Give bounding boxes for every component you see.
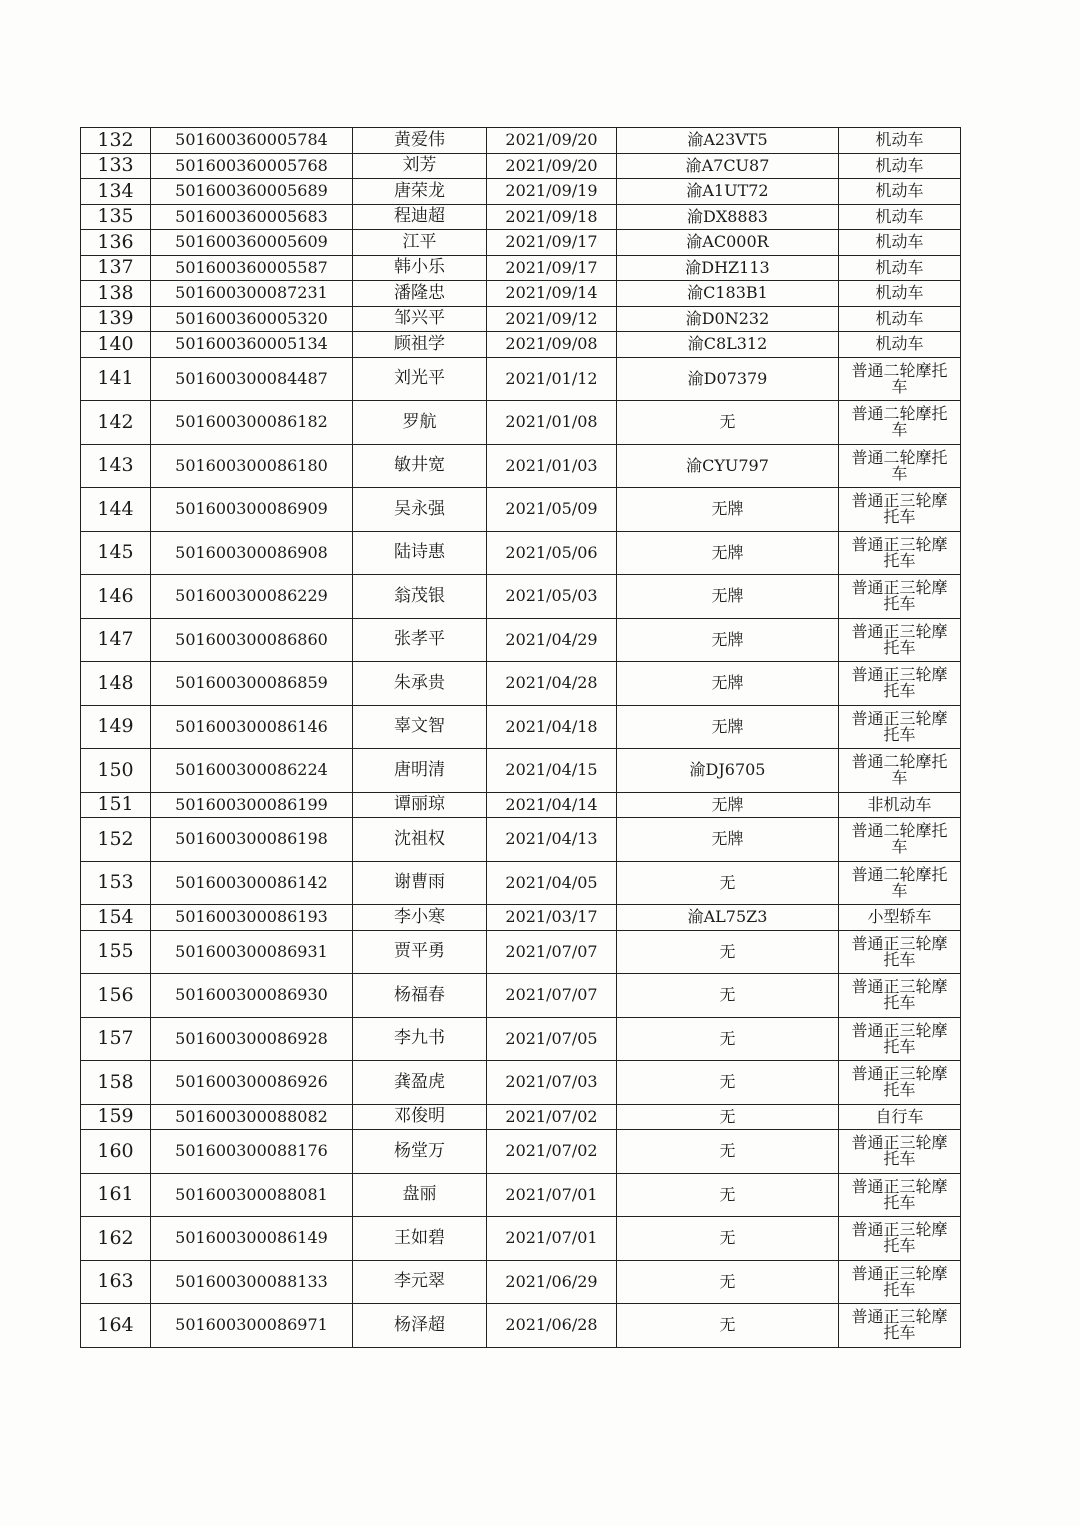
- table-row: [81, 1173, 961, 1217]
- row-number-cell: 139: [81, 306, 151, 332]
- vehicle-type-cell: 机动车: [839, 255, 961, 281]
- vehicle-type-cell: 自行车: [839, 1104, 961, 1130]
- record-date-cell: 2021/09/20: [487, 128, 617, 154]
- plate-number-cell: 渝A23VT5: [617, 128, 839, 154]
- row-number-cell: 136: [81, 230, 151, 256]
- record-code-cell: 501600300088081: [151, 1173, 353, 1217]
- plate-number-cell: 无牌: [617, 531, 839, 575]
- table-row: [81, 204, 961, 230]
- record-date-cell: 2021/07/01: [487, 1217, 617, 1261]
- record-date-cell: 2021/09/12: [487, 306, 617, 332]
- plate-number-cell: 渝AL75Z3: [617, 905, 839, 931]
- person-name-cell: 朱承贵: [353, 662, 487, 706]
- plate-number-cell: 无: [617, 401, 839, 445]
- person-name-cell: 邓俊明: [353, 1104, 487, 1130]
- record-code-cell: 501600300087231: [151, 281, 353, 307]
- row-number-cell: 163: [81, 1260, 151, 1304]
- plate-number-cell: 渝DJ6705: [617, 749, 839, 793]
- row-number-cell: 142: [81, 401, 151, 445]
- vehicle-type-cell: 普通二轮摩托车: [839, 357, 961, 401]
- record-code-cell: 501600300086928: [151, 1017, 353, 1061]
- plate-number-cell: 无: [617, 1130, 839, 1174]
- record-date-cell: 2021/06/29: [487, 1260, 617, 1304]
- person-name-cell: 辜文智: [353, 705, 487, 749]
- record-code-cell: 501600300086860: [151, 618, 353, 662]
- record-code-cell: 501600360005683: [151, 204, 353, 230]
- row-number-cell: 132: [81, 128, 151, 154]
- table-row: [81, 1017, 961, 1061]
- record-code-cell: 501600360005587: [151, 255, 353, 281]
- row-number-cell: 156: [81, 974, 151, 1018]
- row-number-cell: 145: [81, 531, 151, 575]
- record-code-cell: 501600300084487: [151, 357, 353, 401]
- record-code-cell: 501600360005609: [151, 230, 353, 256]
- row-number-cell: 155: [81, 930, 151, 974]
- vehicle-type-cell: 机动车: [839, 179, 961, 205]
- table-row: [81, 306, 961, 332]
- plate-number-cell: 无牌: [617, 575, 839, 619]
- record-date-cell: 2021/03/17: [487, 905, 617, 931]
- person-name-cell: 顾祖学: [353, 332, 487, 358]
- plate-number-cell: 渝AC000R: [617, 230, 839, 256]
- record-code-cell: 501600300088082: [151, 1104, 353, 1130]
- record-date-cell: 2021/05/03: [487, 575, 617, 619]
- person-name-cell: 杨泽超: [353, 1304, 487, 1348]
- row-number-cell: 144: [81, 488, 151, 532]
- record-code-cell: 501600360005320: [151, 306, 353, 332]
- table-row: [81, 332, 961, 358]
- plate-number-cell: 无: [617, 1304, 839, 1348]
- person-name-cell: 唐荣龙: [353, 179, 487, 205]
- record-date-cell: 2021/06/28: [487, 1304, 617, 1348]
- table-row: [81, 705, 961, 749]
- person-name-cell: 邹兴平: [353, 306, 487, 332]
- row-number-cell: 161: [81, 1173, 151, 1217]
- plate-number-cell: 无牌: [617, 488, 839, 532]
- row-number-cell: 153: [81, 861, 151, 905]
- person-name-cell: 李九书: [353, 1017, 487, 1061]
- record-code-cell: 501600300086142: [151, 861, 353, 905]
- person-name-cell: 贾平勇: [353, 930, 487, 974]
- vehicle-type-cell: 普通正三轮摩托车: [839, 1304, 961, 1348]
- vehicle-type-cell: 普通正三轮摩托车: [839, 1130, 961, 1174]
- vehicle-type-cell: 普通正三轮摩托车: [839, 974, 961, 1018]
- record-code-cell: 501600300086926: [151, 1061, 353, 1105]
- person-name-cell: 程迪超: [353, 204, 487, 230]
- record-date-cell: 2021/07/03: [487, 1061, 617, 1105]
- vehicle-type-cell: 普通二轮摩托车: [839, 401, 961, 445]
- row-number-cell: 154: [81, 905, 151, 931]
- vehicle-type-cell: 机动车: [839, 332, 961, 358]
- record-date-cell: 2021/01/08: [487, 401, 617, 445]
- table-row: [81, 531, 961, 575]
- row-number-cell: 160: [81, 1130, 151, 1174]
- row-number-cell: 149: [81, 705, 151, 749]
- record-date-cell: 2021/04/13: [487, 818, 617, 862]
- record-date-cell: 2021/07/07: [487, 974, 617, 1018]
- plate-number-cell: 渝C8L312: [617, 332, 839, 358]
- table-row: [81, 1061, 961, 1105]
- table-row: [81, 357, 961, 401]
- person-name-cell: 盘丽: [353, 1173, 487, 1217]
- table-row: [81, 618, 961, 662]
- plate-number-cell: 渝DHZ113: [617, 255, 839, 281]
- plate-number-cell: 无: [617, 1260, 839, 1304]
- plate-number-cell: 无牌: [617, 618, 839, 662]
- plate-number-cell: 渝A1UT72: [617, 179, 839, 205]
- plate-number-cell: 无: [617, 974, 839, 1018]
- row-number-cell: 147: [81, 618, 151, 662]
- row-number-cell: 151: [81, 792, 151, 818]
- record-date-cell: 2021/09/17: [487, 255, 617, 281]
- record-code-cell: 501600300086909: [151, 488, 353, 532]
- row-number-cell: 148: [81, 662, 151, 706]
- table-row: [81, 792, 961, 818]
- person-name-cell: 谭丽琼: [353, 792, 487, 818]
- record-date-cell: 2021/09/18: [487, 204, 617, 230]
- person-name-cell: 潘隆忠: [353, 281, 487, 307]
- person-name-cell: 杨福春: [353, 974, 487, 1018]
- table-row: [81, 1217, 961, 1261]
- plate-number-cell: 无: [617, 930, 839, 974]
- table-row: [81, 128, 961, 154]
- person-name-cell: 敏井宽: [353, 444, 487, 488]
- record-code-cell: 501600300086971: [151, 1304, 353, 1348]
- record-date-cell: 2021/09/08: [487, 332, 617, 358]
- record-date-cell: 2021/04/18: [487, 705, 617, 749]
- vehicle-type-cell: 普通正三轮摩托车: [839, 488, 961, 532]
- vehicle-type-cell: 普通正三轮摩托车: [839, 662, 961, 706]
- row-number-cell: 137: [81, 255, 151, 281]
- row-number-cell: 140: [81, 332, 151, 358]
- plate-number-cell: 渝C183B1: [617, 281, 839, 307]
- person-name-cell: 韩小乐: [353, 255, 487, 281]
- plate-number-cell: 渝A7CU87: [617, 153, 839, 179]
- record-code-cell: 501600300086859: [151, 662, 353, 706]
- plate-number-cell: 无: [617, 861, 839, 905]
- row-number-cell: 150: [81, 749, 151, 793]
- records-table-body: [81, 128, 961, 1348]
- record-code-cell: 501600300086149: [151, 1217, 353, 1261]
- row-number-cell: 133: [81, 153, 151, 179]
- record-code-cell: 501600300086931: [151, 930, 353, 974]
- record-code-cell: 501600300086908: [151, 531, 353, 575]
- table-row: [81, 818, 961, 862]
- vehicle-type-cell: 普通正三轮摩托车: [839, 531, 961, 575]
- record-date-cell: 2021/07/05: [487, 1017, 617, 1061]
- record-code-cell: 501600360005689: [151, 179, 353, 205]
- vehicle-type-cell: 非机动车: [839, 792, 961, 818]
- table-row: [81, 930, 961, 974]
- table-row: [81, 255, 961, 281]
- record-date-cell: 2021/05/06: [487, 531, 617, 575]
- vehicle-type-cell: 普通二轮摩托车: [839, 444, 961, 488]
- record-code-cell: 501600360005134: [151, 332, 353, 358]
- record-code-cell: 501600300086182: [151, 401, 353, 445]
- record-date-cell: 2021/01/03: [487, 444, 617, 488]
- row-number-cell: 159: [81, 1104, 151, 1130]
- row-number-cell: 143: [81, 444, 151, 488]
- person-name-cell: 江平: [353, 230, 487, 256]
- table-row: [81, 1130, 961, 1174]
- vehicle-type-cell: 普通正三轮摩托车: [839, 1217, 961, 1261]
- table-row: [81, 230, 961, 256]
- person-name-cell: 陆诗惠: [353, 531, 487, 575]
- person-name-cell: 罗航: [353, 401, 487, 445]
- vehicle-type-cell: 普通正三轮摩托车: [839, 705, 961, 749]
- record-date-cell: 2021/04/15: [487, 749, 617, 793]
- plate-number-cell: 无: [617, 1104, 839, 1130]
- vehicle-type-cell: 小型轿车: [839, 905, 961, 931]
- person-name-cell: 谢曹雨: [353, 861, 487, 905]
- vehicle-type-cell: 机动车: [839, 281, 961, 307]
- row-number-cell: 157: [81, 1017, 151, 1061]
- record-code-cell: 501600300086224: [151, 749, 353, 793]
- table-row: [81, 488, 961, 532]
- table-row: [81, 905, 961, 931]
- table-row: [81, 575, 961, 619]
- row-number-cell: 164: [81, 1304, 151, 1348]
- record-code-cell: 501600300088176: [151, 1130, 353, 1174]
- record-code-cell: 501600300086930: [151, 974, 353, 1018]
- table-row: [81, 749, 961, 793]
- record-code-cell: 501600300086198: [151, 818, 353, 862]
- person-name-cell: 杨堂万: [353, 1130, 487, 1174]
- row-number-cell: 138: [81, 281, 151, 307]
- table-row: [81, 153, 961, 179]
- vehicle-type-cell: 普通正三轮摩托车: [839, 575, 961, 619]
- table-row: [81, 1104, 961, 1130]
- table-row: [81, 662, 961, 706]
- person-name-cell: 刘光平: [353, 357, 487, 401]
- row-number-cell: 135: [81, 204, 151, 230]
- row-number-cell: 146: [81, 575, 151, 619]
- person-name-cell: 李小寒: [353, 905, 487, 931]
- vehicle-type-cell: 机动车: [839, 153, 961, 179]
- record-code-cell: 501600300086229: [151, 575, 353, 619]
- vehicle-type-cell: 机动车: [839, 204, 961, 230]
- person-name-cell: 王如碧: [353, 1217, 487, 1261]
- vehicle-type-cell: 机动车: [839, 306, 961, 332]
- record-date-cell: 2021/09/19: [487, 179, 617, 205]
- table-row: [81, 1260, 961, 1304]
- vehicle-type-cell: 普通二轮摩托车: [839, 818, 961, 862]
- vehicle-type-cell: 普通二轮摩托车: [839, 861, 961, 905]
- record-code-cell: 501600300086199: [151, 792, 353, 818]
- plate-number-cell: 无牌: [617, 705, 839, 749]
- plate-number-cell: 渝D07379: [617, 357, 839, 401]
- record-code-cell: 501600360005768: [151, 153, 353, 179]
- row-number-cell: 134: [81, 179, 151, 205]
- record-date-cell: 2021/04/29: [487, 618, 617, 662]
- person-name-cell: 沈祖权: [353, 818, 487, 862]
- table-row: [81, 179, 961, 205]
- record-code-cell: 501600300088133: [151, 1260, 353, 1304]
- row-number-cell: 162: [81, 1217, 151, 1261]
- record-date-cell: 2021/04/28: [487, 662, 617, 706]
- record-code-cell: 501600300086180: [151, 444, 353, 488]
- vehicle-type-cell: 普通正三轮摩托车: [839, 930, 961, 974]
- vehicle-type-cell: 机动车: [839, 230, 961, 256]
- person-name-cell: 黄爱伟: [353, 128, 487, 154]
- person-name-cell: 唐明清: [353, 749, 487, 793]
- person-name-cell: 刘芳: [353, 153, 487, 179]
- person-name-cell: 李元翠: [353, 1260, 487, 1304]
- table-row: [81, 281, 961, 307]
- row-number-cell: 141: [81, 357, 151, 401]
- table-row: [81, 444, 961, 488]
- vehicle-type-cell: 普通正三轮摩托车: [839, 1260, 961, 1304]
- table-row: [81, 974, 961, 1018]
- plate-number-cell: 无: [617, 1217, 839, 1261]
- plate-number-cell: 无: [617, 1061, 839, 1105]
- plate-number-cell: 无牌: [617, 818, 839, 862]
- plate-number-cell: 无牌: [617, 662, 839, 706]
- vehicle-type-cell: 普通正三轮摩托车: [839, 1173, 961, 1217]
- record-date-cell: 2021/05/09: [487, 488, 617, 532]
- person-name-cell: 吴永强: [353, 488, 487, 532]
- record-code-cell: 501600300086146: [151, 705, 353, 749]
- plate-number-cell: 渝CYU797: [617, 444, 839, 488]
- table-row: [81, 401, 961, 445]
- vehicle-type-cell: 机动车: [839, 128, 961, 154]
- plate-number-cell: 无牌: [617, 792, 839, 818]
- vehicle-type-cell: 普通正三轮摩托车: [839, 1017, 961, 1061]
- record-date-cell: 2021/01/12: [487, 357, 617, 401]
- plate-number-cell: 无: [617, 1017, 839, 1061]
- record-date-cell: 2021/07/02: [487, 1130, 617, 1174]
- vehicle-type-cell: 普通正三轮摩托车: [839, 618, 961, 662]
- record-code-cell: 501600300086193: [151, 905, 353, 931]
- plate-number-cell: 渝DX8883: [617, 204, 839, 230]
- row-number-cell: 152: [81, 818, 151, 862]
- person-name-cell: 张孝平: [353, 618, 487, 662]
- record-date-cell: 2021/07/07: [487, 930, 617, 974]
- record-date-cell: 2021/07/01: [487, 1173, 617, 1217]
- record-date-cell: 2021/09/14: [487, 281, 617, 307]
- person-name-cell: 龚盈虎: [353, 1061, 487, 1105]
- record-date-cell: 2021/09/17: [487, 230, 617, 256]
- plate-number-cell: 渝D0N232: [617, 306, 839, 332]
- record-date-cell: 2021/07/02: [487, 1104, 617, 1130]
- record-date-cell: 2021/09/20: [487, 153, 617, 179]
- row-number-cell: 158: [81, 1061, 151, 1105]
- vehicle-type-cell: 普通二轮摩托车: [839, 749, 961, 793]
- plate-number-cell: 无: [617, 1173, 839, 1217]
- table-row: [81, 1304, 961, 1348]
- person-name-cell: 翁茂银: [353, 575, 487, 619]
- records-table: [80, 127, 961, 1348]
- record-code-cell: 501600360005784: [151, 128, 353, 154]
- vehicle-type-cell: 普通正三轮摩托车: [839, 1061, 961, 1105]
- record-date-cell: 2021/04/05: [487, 861, 617, 905]
- record-date-cell: 2021/04/14: [487, 792, 617, 818]
- table-row: [81, 861, 961, 905]
